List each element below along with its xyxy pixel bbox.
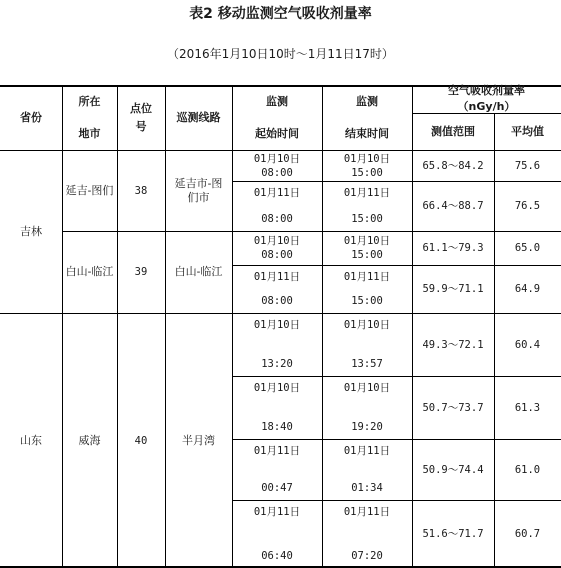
- range-value: 65.8～84.2: [422, 159, 484, 172]
- start-time-cell: [232, 500, 322, 568]
- start-date: 01月11日: [253, 506, 301, 518]
- header-avg-label: 平均值: [511, 124, 544, 138]
- range-cell: [412, 376, 494, 439]
- start-date: 01月10日: [253, 382, 301, 394]
- end-date: 01月11日: [343, 271, 391, 283]
- start-date: 01月11日: [253, 187, 301, 199]
- header-range-label: 测值范围: [431, 124, 475, 138]
- start-time-cell: [232, 265, 322, 313]
- header-end: [322, 85, 412, 150]
- avg-cell: [494, 150, 561, 181]
- header-city-bottom: 地市: [78, 126, 101, 140]
- route-name: 白山-临江: [174, 265, 223, 278]
- start-time-cell: [232, 150, 322, 181]
- avg-value: 61.3: [514, 401, 541, 414]
- city-name: 威海: [78, 433, 101, 447]
- header-point: [117, 85, 165, 150]
- end-date: 01月10日: [343, 152, 391, 165]
- header-point-bottom: 号: [135, 119, 147, 133]
- route-cell: [165, 150, 232, 231]
- header-province: [0, 85, 62, 150]
- avg-value: 61.0: [514, 463, 541, 476]
- start-date: 01月11日: [253, 445, 301, 457]
- end-date: 01月11日: [343, 445, 391, 457]
- range-value: 51.6～71.7: [422, 528, 484, 540]
- end-time-cell: [322, 231, 412, 265]
- range-value: 66.4～88.7: [422, 200, 484, 212]
- end-date: 01月11日: [343, 187, 391, 199]
- end-date: 01月11日: [343, 506, 391, 518]
- dose-rate-table: [0, 85, 561, 568]
- header-start: [232, 85, 322, 150]
- header-route-label: 巡测线路: [176, 110, 221, 124]
- header-start-top: 监测: [266, 94, 288, 108]
- start-time: 08:00: [261, 213, 293, 225]
- header-city: [62, 85, 117, 150]
- point-number: 38: [134, 184, 148, 197]
- avg-value: 60.7: [514, 528, 541, 540]
- end-time-cell: [322, 376, 412, 439]
- city-name: 白山-临江: [65, 265, 114, 278]
- end-time-cell: [322, 500, 412, 568]
- end-time: 15:00: [351, 249, 383, 261]
- header-rate-unit: （nGy/h）: [457, 100, 516, 113]
- province-cell: [0, 313, 62, 568]
- range-value: 61.1～79.3: [422, 242, 484, 254]
- start-date: 01月11日: [253, 271, 301, 283]
- avg-value: 64.9: [514, 283, 541, 295]
- header-city-top: 所在: [78, 94, 101, 108]
- point-cell: [117, 150, 165, 231]
- table-subtitle: （2016年1月10日10时～1月11日17时）: [167, 47, 394, 61]
- start-date: 01月10日: [253, 319, 301, 331]
- range-value: 50.7～73.7: [422, 401, 484, 414]
- start-time: 00:47: [261, 482, 293, 494]
- range-cell: [412, 313, 494, 376]
- city-cell: [62, 150, 117, 231]
- range-cell: [412, 265, 494, 313]
- avg-cell: [494, 313, 561, 376]
- end-time: 15:00: [351, 166, 383, 179]
- range-cell: [412, 500, 494, 568]
- start-time: 08:00: [261, 295, 293, 307]
- end-date: 01月10日: [343, 235, 391, 247]
- start-time: 13:20: [261, 358, 293, 370]
- start-time-cell: [232, 181, 322, 231]
- route-cell: [165, 313, 232, 568]
- province-name: 山东: [20, 433, 42, 447]
- avg-cell: [494, 181, 561, 231]
- header-end-bottom: 结束时间: [345, 126, 389, 140]
- avg-value: 65.0: [514, 242, 541, 254]
- avg-value: 75.6: [514, 159, 541, 172]
- end-time-cell: [322, 313, 412, 376]
- avg-cell: [494, 231, 561, 265]
- point-number: 39: [134, 266, 148, 278]
- range-cell: [412, 231, 494, 265]
- header-rate: [412, 85, 561, 113]
- point-number: 40: [134, 434, 148, 447]
- end-time-cell: [322, 181, 412, 231]
- range-cell: [412, 439, 494, 500]
- end-time: 07:20: [351, 550, 383, 562]
- avg-value: 60.4: [514, 338, 541, 351]
- point-cell: [117, 313, 165, 568]
- route-name: 延吉市-图们市: [174, 176, 223, 204]
- start-time: 06:40: [261, 550, 293, 562]
- end-time: 01:34: [351, 482, 383, 494]
- province-cell: [0, 150, 62, 313]
- avg-cell: [494, 439, 561, 500]
- point-cell: [117, 231, 165, 313]
- end-date: 01月10日: [343, 382, 391, 394]
- province-name: 吉林: [20, 224, 42, 238]
- start-time-cell: [232, 231, 322, 265]
- avg-cell: [494, 265, 561, 313]
- end-time-cell: [322, 265, 412, 313]
- route-cell: [165, 231, 232, 313]
- header-rate-title: 空气吸收剂量率: [448, 84, 525, 97]
- range-cell: [412, 181, 494, 231]
- end-time-cell: [322, 439, 412, 500]
- start-time-cell: [232, 376, 322, 439]
- start-time: 18:40: [261, 421, 293, 433]
- start-time: 08:00: [261, 166, 293, 179]
- avg-value: 76.5: [514, 200, 541, 212]
- start-date: 01月10日: [253, 152, 301, 165]
- start-time: 08:00: [261, 249, 293, 261]
- range-value: 59.9～71.1: [422, 283, 484, 295]
- avg-cell: [494, 376, 561, 439]
- header-end-top: 监测: [356, 94, 378, 108]
- end-time-cell: [322, 150, 412, 181]
- header-avg: [494, 113, 561, 150]
- end-time: 19:20: [351, 421, 383, 433]
- header-point-top: 点位: [130, 101, 152, 115]
- header-range: [412, 113, 494, 150]
- range-value: 50.9～74.4: [422, 463, 484, 476]
- table-title: 表2 移动监测空气吸收剂量率: [189, 6, 372, 22]
- route-name: 半月湾: [182, 433, 215, 447]
- start-time-cell: [232, 439, 322, 500]
- start-date: 01月10日: [253, 235, 301, 247]
- avg-cell: [494, 500, 561, 568]
- city-name: 延吉-图们: [65, 183, 114, 197]
- end-time: 15:00: [351, 295, 383, 307]
- header-route: [165, 85, 232, 150]
- range-cell: [412, 150, 494, 181]
- range-value: 49.3～72.1: [422, 338, 484, 351]
- end-date: 01月10日: [343, 319, 391, 331]
- header-start-bottom: 起始时间: [255, 126, 299, 140]
- city-cell: [62, 313, 117, 568]
- header-province-label: 省份: [20, 110, 42, 124]
- end-time: 15:00: [351, 213, 383, 225]
- city-cell: [62, 231, 117, 313]
- start-time-cell: [232, 313, 322, 376]
- end-time: 13:57: [351, 358, 383, 370]
